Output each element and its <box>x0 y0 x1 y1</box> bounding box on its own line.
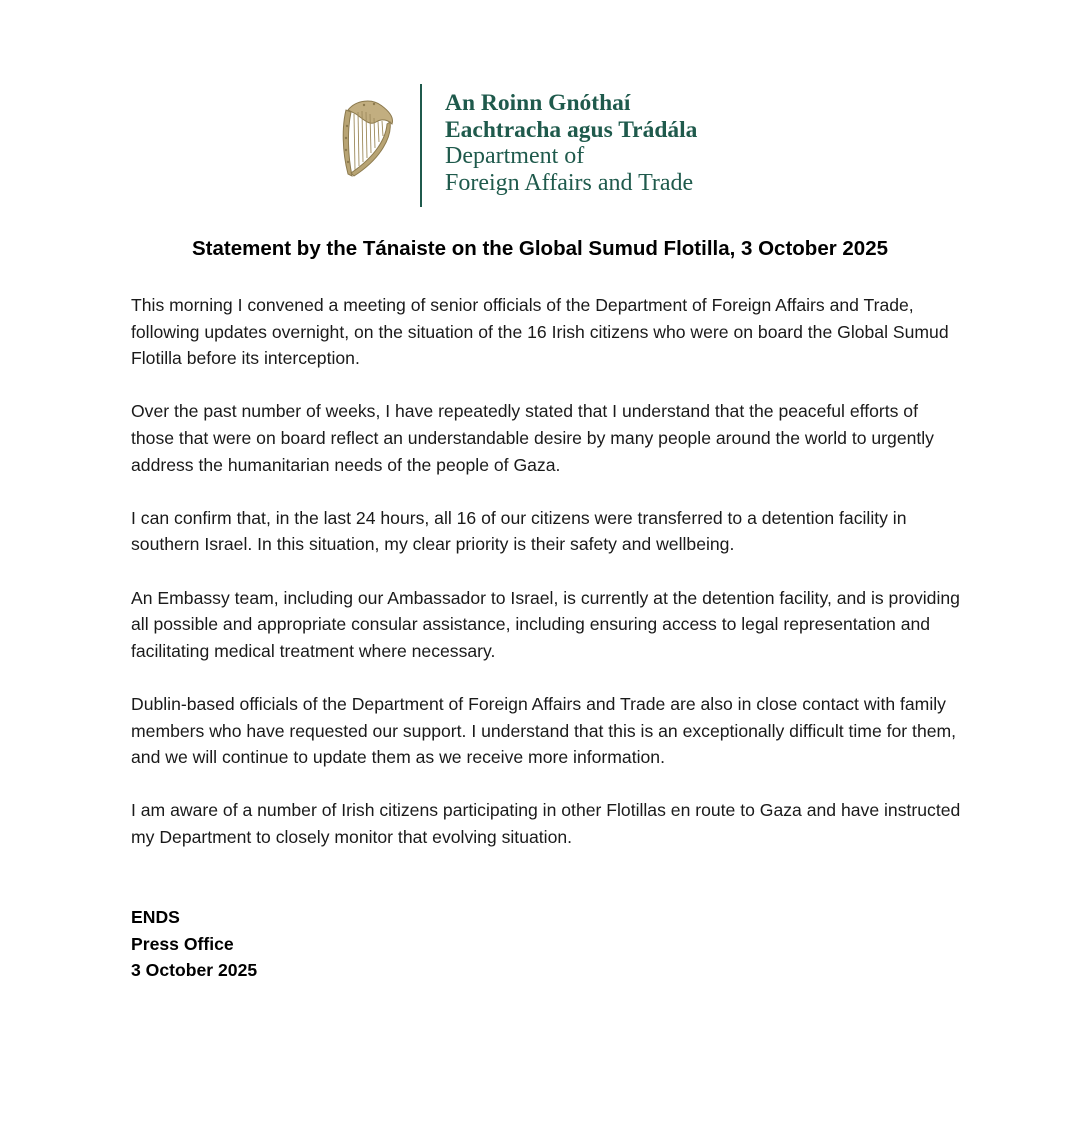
signoff-date: 3 October 2025 <box>131 960 258 981</box>
paragraph: This morning I convened a meeting of senior officials of the Department of Foreign Affairs and Trade, following updates overnight, on the situation of the 16 Irish citizens who were on board the Global Sumud Flotilla before its interception. <box>131 295 949 369</box>
letterhead <box>334 84 734 208</box>
press-office: Press Office <box>131 933 234 954</box>
english-name-line-1: Department of <box>445 143 585 169</box>
statement-title: Statement by the Tánaiste on the Global Sumud Flotilla, 3 October 2025 <box>192 237 888 260</box>
paragraph: I am aware of a number of Irish citizens participating in other Flotillas en route to Gaza and have instructed my Department to closely monitor that evolving situation. <box>131 800 961 847</box>
irish-name-line-1: An Roinn Gnóthaí <box>445 90 631 116</box>
paragraph: I can confirm that, in the last 24 hours, all 16 of our citizens were transferred to a detention facility in southern Israel. In this situation, my clear priority is their safety and wellbeing. <box>131 507 907 555</box>
letterhead-divider <box>420 84 422 207</box>
signoff-block <box>131 904 257 984</box>
irish-name-line-2: Eachtracha agus Trádála <box>445 116 698 143</box>
paragraph: Dublin-based officials of the Department of Foreign Affairs and Trade are also in close contact with family members who have requested our support. I understand that this is an exceptionally difficult time for them, and we will continue to update them as we receive more information. <box>131 693 957 768</box>
paragraph: An Embassy team, including our Ambassador to Israel, is currently at the detention facility, and is providing all possible and appropriate consular assistance, including ensuring access to legal representation and facilitating medical treatment where necessary. <box>131 587 960 661</box>
paragraph: Over the past number of weeks, I have repeatedly stated that I understand that the peaceful efforts of those that were on board reflect an understandable desire by many people around the world to urgently address the humanitarian needs of the people of Gaza. <box>131 401 934 475</box>
ends-marker: ENDS <box>131 907 180 927</box>
department-name <box>445 90 697 196</box>
harp-icon <box>334 96 398 182</box>
statement-body <box>131 292 961 877</box>
english-name-line-2: Foreign Affairs and Trade <box>445 169 694 196</box>
